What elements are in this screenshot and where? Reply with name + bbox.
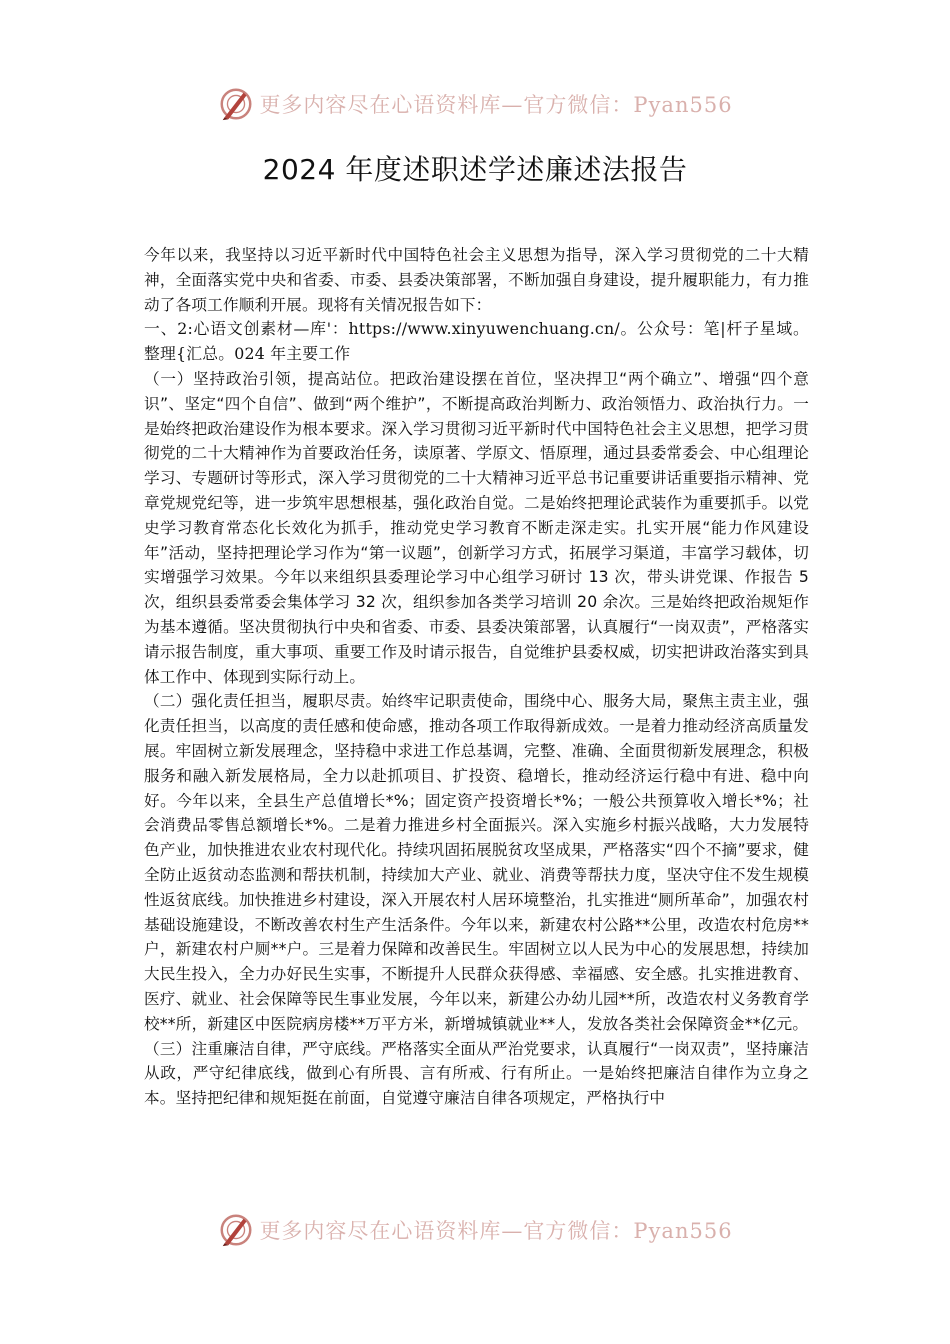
pen-circle-logo-icon (217, 1211, 255, 1249)
intro-paragraph: 今年以来，我坚持以习近平新时代中国特色社会主义思想为指导，深入学习贯彻党的二十大精神，全面落实党中央和省委、市委、县委决策部署，不断加强自身建设，提升履职能力，有力推动了各项工作顺利开展。现将有关情况报告如下： (144, 246, 809, 314)
document-title: 2024 年度述职述学述廉述法报告 (262, 153, 688, 186)
watermark-text: 更多内容尽在心语资料库—官方微信：Pyan556 (259, 1219, 733, 1243)
header-watermark-banner (0, 84, 950, 124)
body-paragraph: （一）坚持政治引领，提高站位。把政治建设摆在首位，坚决捍卫“两个确立”、增强“四个意识”、坚定“四个自信”、做到“两个维护”，不断提高政治判断力、政治领悟力、政治执行力。一是始终把政治建设作为根本要求。深入学习贯彻习近平新时代中国特色社会主义思想，把学习贯彻党的二十大精神作为首要政治任务，读原著、学原文、悟原理，通过县委常委会、中心组理论学习、专题研讨等形式，深入学习贯彻党的二十大精神习近平总书记重要讲话重要指示精神、党章党规党纪等，进一步筑牢思想根基，强化政治自觉。二是始终把理论武装作为重要抓手。以党史学习教育常态化长效化为抓手，推动党史学习教育不断走深走实。扎实开展“能力作风建设年”活动，坚持把理论学习作为“第一议题”，创新学习方式，拓展学习渠道，丰富学习载体，切实增强学习效果。今年以来组织县委理论学习中心组学习研讨 13 次，带头讲党课、作报告 5 次，组织县委常委会集体学习 32 次，组织参加各类学习培训 20 余次。三是始终把政治规矩作为基本遵循。坚决贯彻执行中央和省委、市委、县委决策部署，认真履行“一岗双责”，严格落实请示报告制度，重大事项、重要工作及时请示报告，自觉维护县委权威，切实把讲政治落实到具体工作中、体现到实际行动上。 (144, 369, 809, 686)
pen-circle-logo-icon (217, 85, 255, 123)
watermark-text: 更多内容尽在心语资料库—官方微信：Pyan556 (259, 93, 733, 117)
footer-watermark-banner (0, 1210, 950, 1250)
body-paragraph: （三）注重廉洁自律，严守底线。严格落实全面从严治党要求，认真履行“一岗双责”，坚持廉洁从政，严守纪律底线，做到心有所畏、言有所戒、行有所止。一是始终把廉洁自律作为立身之本。坚持把纪律和规矩挺在前面，自觉遵守廉洁自律各项规定，严格执行中 (144, 1039, 809, 1108)
section-heading: 一、2:心语文创素材—库'：https://www.xinyuwenchuang.cn/。公众号：笔|杆子星域。整理{汇总。024 年主要工作 (144, 319, 809, 364)
body-paragraph: （二）强化责任担当，履职尽责。始终牢记职责使命，围绕中心、服务大局，聚焦主责主业，强化责任担当，以高度的责任感和使命感，推动各项工作取得新成效。一是着力推动经济高质量发展。牢固树立新发展理念，坚持稳中求进工作总基调，完整、准确、全面贯彻新发展理念，积极服务和融入新发展格局，全力以赴抓项目、扩投资、稳增长，推动经济运行稳中有进、稳中向好。今年以来，全县生产总值增长*%；固定资产投资增长*%；一般公共预算收入增长*%；社会消费品零售总额增长*%。二是着力推进乡村全面振兴。深入实施乡村振兴战略，大力发展特色产业，加快推进农业农村现代化。持续巩固拓展脱贫攻坚成果，严格落实“四个不摘”要求，健全防止返贫动态监测和帮扶机制，持续加大产业、就业、消费等帮扶力度，坚决守住不发生规模性返贫底线。加快推进乡村建设，深入开展农村人居环境整治，扎实推进“厕所革命”，加强农村基础设施建设，不断改善农村生产生活条件。今年以来，新建农村公路**公里，改造农村危房**户，新建农村户厕**户。三是着力保障和改善民生。牢固树立以人民为中心的发展思想，持续加大民生投入，全力办好民生实事，不断提升人民群众获得感、幸福感、安全感。扎实推进教育、医疗、就业、社会保障等民生事业发展，今年以来，新建公办幼儿园**所，改造农村义务教育学校**所，新建区中医院病房楼**万平方米，新增城镇就业**人，发放各类社会保障资金**亿元。 (144, 692, 809, 1033)
document-body (144, 243, 809, 1111)
